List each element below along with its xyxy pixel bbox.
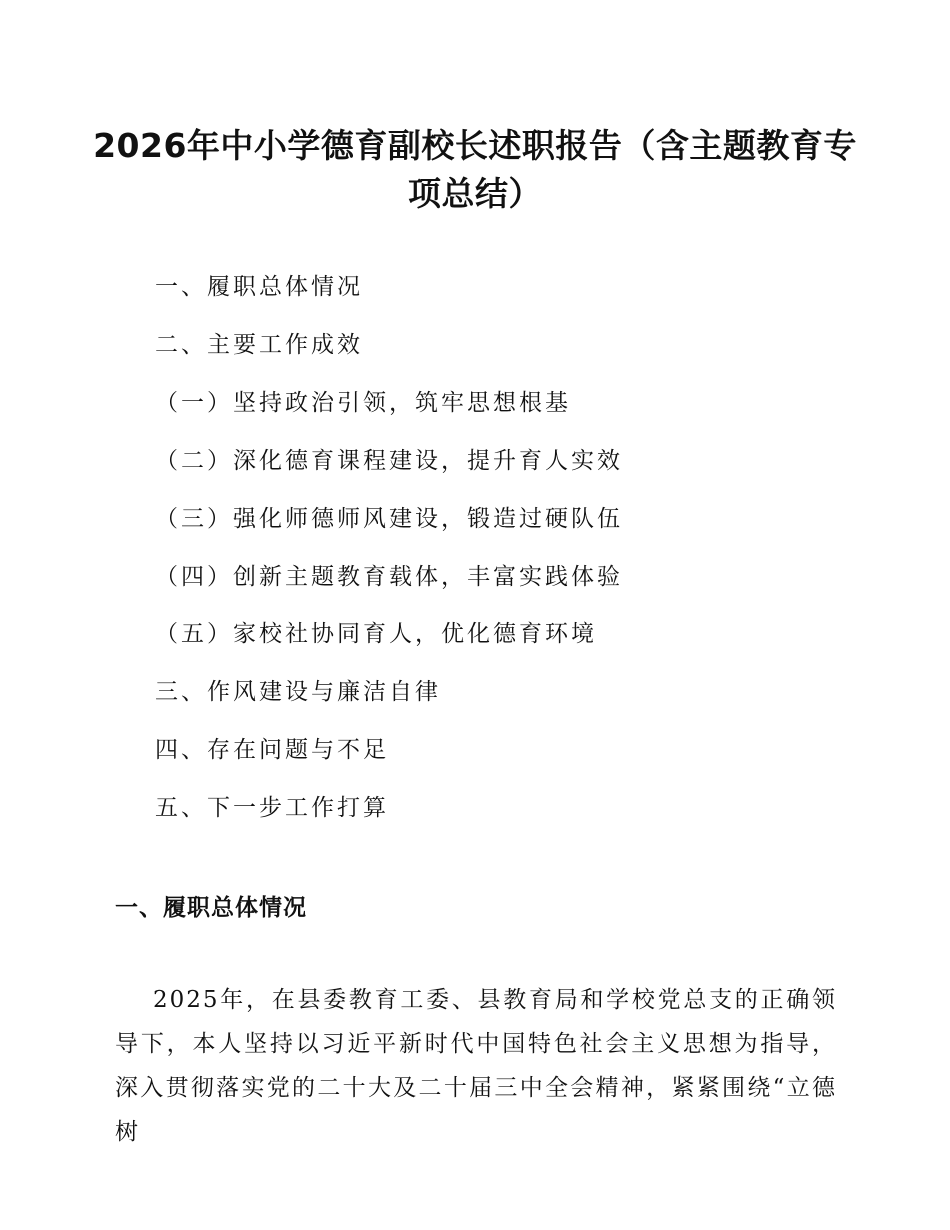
toc-item: 二、主要工作成效: [155, 332, 363, 358]
toc-item: （五）家校社协同育人，优化德育环境: [155, 621, 597, 647]
section-heading: 一、履职总体情况: [115, 895, 307, 921]
toc-item: （二）深化德育课程建设，提升育人实效: [155, 448, 623, 474]
toc-item: 四、存在问题与不足: [155, 737, 389, 763]
toc-item: （三）强化师德师风建设，锻造过硬队伍: [155, 506, 623, 532]
toc-item: （一）坚持政治引领，筑牢思想根基: [155, 390, 571, 416]
body-paragraph: 2025年，在县委教育工委、县教育局和学校党总支的正确领导下，本人坚持以习近平新时代中国特色社会主义思想为指导，深入贯彻落实党的二十大及二十届三中全会精神，紧紧围绕“立德树: [115, 987, 837, 1145]
toc-item: 五、下一步工作打算: [155, 795, 389, 821]
toc-item: 三、作风建设与廉洁自律: [155, 679, 441, 705]
document-title: 2026年中小学德育副校长述职报告（含主题教育专项总结）: [93, 126, 857, 213]
toc-item: （四）创新主题教育载体，丰富实践体验: [155, 564, 623, 590]
toc-item: 一、履职总体情况: [155, 274, 363, 300]
